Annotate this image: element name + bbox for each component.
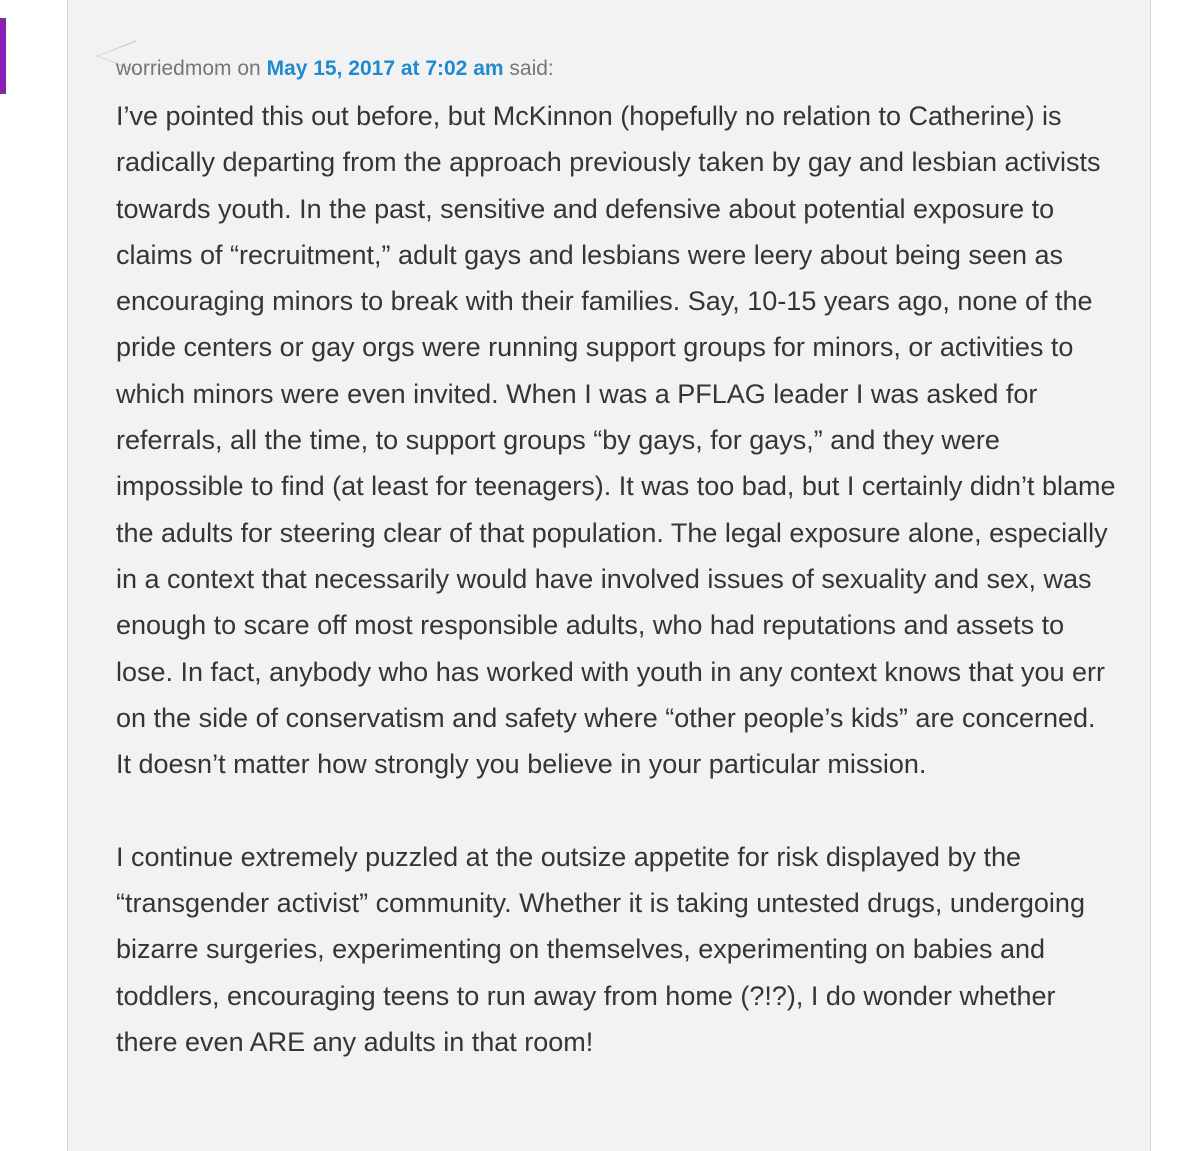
avatar[interactable] — [0, 18, 6, 94]
comment-paragraph-2: I continue extremely puzzled at the outsize appetite for risk displayed by the “transgender activist” community. Whether it is taking untested drugs, undergoing bizarre surgeries, experimenting on themselves, experimenting on babies and toddlers, encouraging teens to run away from home (?!?), I do wonder whether there even ARE any adults in that room! — [116, 841, 1085, 1057]
comment-meta — [116, 55, 554, 83]
comment-author: worriedmom — [116, 57, 232, 80]
comment-said-text: said: — [503, 57, 554, 80]
comment-on-text: on — [231, 57, 267, 80]
comment-body — [116, 93, 1116, 1065]
comment-date-link[interactable]: May 15, 2017 at 7:02 am — [266, 57, 504, 80]
comment-paragraph-1: I’ve pointed this out before, but McKinnon (hopefully no relation to Catherine) is radically departing from the approach previously taken by gay and lesbian activists towards youth. In the past, sensitive and defensive about potential exposure to claims of “recruitment,” adult gays and lesbians were leery about being seen as encouraging minors to break with their families. Say, 10-15 years ago, none of the pride centers or gay orgs were running support groups for minors, or activities to which minors were even invited. When I was a PFLAG leader I was asked for referrals, all the time, to support groups “by gays, for gays,” and they were impossible to find (at least for teenagers). It was too bad, but I certainly didn’t blame the adults for steering clear of that population. The legal exposure alone, especially in a context that necessarily would have involved issues of sexuality and sex, was enough to scare off most responsible adults, who had reputations and assets to lose. In fact, anybody who has worked with youth in any context knows that you err on the side of conservatism and safety where “other people’s kids” are concerned. It doesn’t matter how strongly you believe in your particular mission. — [116, 101, 1116, 780]
